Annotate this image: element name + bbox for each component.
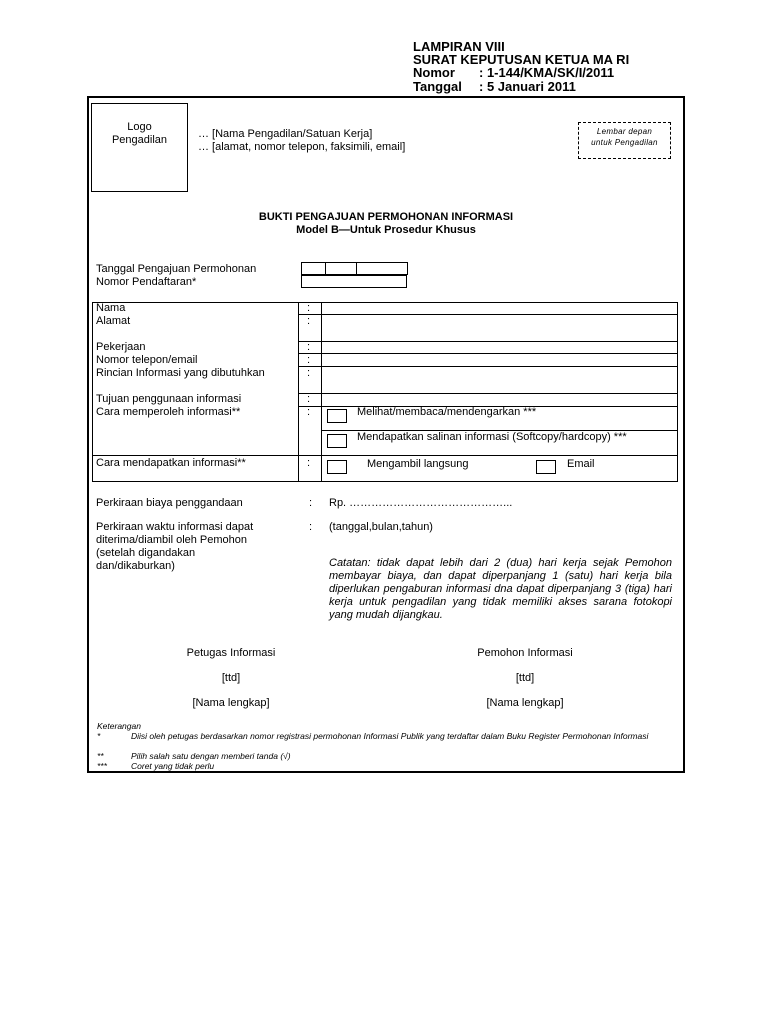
option-salinan: Mendapatkan salinan informasi (Softcopy/hardcopy) *** xyxy=(357,431,627,443)
logo-line-1: Logo xyxy=(127,121,152,133)
field-nama: Nama xyxy=(96,302,126,314)
time-value: (tanggal,bulan,tahun) xyxy=(329,521,433,533)
option-email: Email xyxy=(567,458,595,470)
submission-date-label: Tanggal Pengajuan Permohonan xyxy=(96,263,257,275)
document-subtitle: Model B—Untuk Prosedur Khusus xyxy=(296,224,476,236)
legend-title: Keterangan xyxy=(97,721,141,731)
form-line-8 xyxy=(92,455,678,456)
date-month-box[interactable] xyxy=(326,263,357,275)
petugas-ttd: [ttd] xyxy=(221,672,241,684)
legend-mark-2: ** xyxy=(97,751,104,761)
checkbox-salinan[interactable] xyxy=(327,434,347,448)
colon: : xyxy=(307,315,311,327)
field-alamat: Alamat xyxy=(96,315,131,327)
option-melihat: Melihat/membaca/mendengarkan *** xyxy=(357,406,537,418)
checkbox-melihat[interactable] xyxy=(327,409,347,423)
field-cara-memperoleh: Cara memperoleh informasi** xyxy=(96,406,241,418)
date-year-box[interactable] xyxy=(357,263,408,275)
colon: : xyxy=(309,521,313,533)
logo-placeholder xyxy=(91,103,188,192)
header-nomor xyxy=(413,66,614,80)
header-line-2: SURAT KEPUTUSAN KETUA MA RI xyxy=(413,52,630,67)
registration-number-label: Nomor Pendaftaran* xyxy=(96,276,197,288)
header-tanggal xyxy=(413,80,576,94)
field-pekerjaan: Pekerjaan xyxy=(96,341,146,353)
time-label-line-2: diterima/diambil oleh Pemohon xyxy=(96,534,248,546)
legend-text-3: Coret yang tidak perlu xyxy=(131,761,215,771)
pemohon-title: Pemohon Informasi xyxy=(477,647,573,659)
stamp-line-1: Lembar depan xyxy=(596,127,653,136)
colon: : xyxy=(309,497,313,509)
time-label-line-3: (setelah digandakan xyxy=(96,547,196,559)
checkbox-email[interactable] xyxy=(536,460,556,474)
header-line-1: LAMPIRAN VIII xyxy=(413,39,505,54)
alamat-input[interactable] xyxy=(322,315,677,341)
cost-label: Perkiraan biaya penggandaan xyxy=(96,497,243,509)
nomor-value: : 1-144/KMA/SK/I/2011 xyxy=(479,65,615,80)
petugas-name: [Nama lengkap] xyxy=(192,697,270,709)
field-rincian: Rincian Informasi yang dibutuhkan xyxy=(96,367,265,379)
telepon-email-input[interactable] xyxy=(322,354,677,366)
colon: : xyxy=(307,302,311,314)
colon: : xyxy=(307,354,311,366)
nomor-label: Nomor xyxy=(413,65,455,80)
lembar-depan-stamp xyxy=(578,122,671,159)
time-label-line-1: Perkiraan waktu informasi dapat xyxy=(96,521,254,533)
legend-text-1: Diisi oleh petugas berdasarkan nomor registrasi permohonan Informasi Publik yang terdaftar dalam Buku Register Permohonan Informasi xyxy=(131,731,649,741)
logo-line-2: Pengadilan xyxy=(111,134,168,146)
document-title: BUKTI PENGAJUAN PERMOHONAN INFORMASI xyxy=(258,211,514,223)
stamp-line-2: untuk Pengadilan xyxy=(591,138,658,147)
pemohon-name: [Nama lengkap] xyxy=(486,697,564,709)
nama-input[interactable] xyxy=(322,303,677,314)
catatan-note: Catatan: tidak dapat lebih dari 2 (dua) hari kerja sejak Pemohon membayar biaya, dan dapat diperpanjang 1 (satu) hari kerja bila diperlukan pengaburan informasi dna dapat diperpanjang 3 (tiga) hari kerja untuk pengadilan yang tidak memiliki akses sarana fotokopi yang mudah dijangkau. xyxy=(329,557,672,621)
submission-date-boxes xyxy=(301,262,408,275)
petugas-title: Petugas Informasi xyxy=(186,647,276,659)
colon: : xyxy=(307,341,311,353)
legend-mark-3: *** xyxy=(97,761,107,771)
colon: : xyxy=(307,367,311,379)
pemohon-ttd: [ttd] xyxy=(515,672,535,684)
rincian-input[interactable] xyxy=(322,367,677,393)
registration-number-box[interactable] xyxy=(301,275,407,288)
colon: : xyxy=(307,457,311,469)
field-telepon-email: Nomor telepon/email xyxy=(96,354,198,366)
court-name: … [Nama Pengadilan/Satuan Kerja] xyxy=(198,128,373,140)
time-label-line-4: dan/dikaburkan) xyxy=(96,560,175,572)
tanggal-value: : 5 Januari 2011 xyxy=(479,79,576,94)
cost-value: Rp. ……………………………………... xyxy=(329,497,513,509)
colon: : xyxy=(307,393,311,405)
date-day-box[interactable] xyxy=(302,263,326,275)
checkbox-mengambil-langsung[interactable] xyxy=(327,460,347,474)
court-contact: … [alamat, nomor telepon, faksimili, email] xyxy=(198,141,406,153)
field-tujuan: Tujuan penggunaan informasi xyxy=(96,393,242,405)
field-cara-mendapatkan: Cara mendapatkan informasi** xyxy=(96,457,246,469)
tujuan-input[interactable] xyxy=(322,394,677,406)
pekerjaan-input[interactable] xyxy=(322,342,677,353)
option-mengambil-langsung: Mengambil langsung xyxy=(367,458,469,470)
legend-mark-1: * xyxy=(97,731,101,741)
legend-text-2: Pilih salah satu dengan memberi tanda (√) xyxy=(131,751,291,761)
colon: : xyxy=(307,406,311,418)
tanggal-label: Tanggal xyxy=(413,79,462,94)
